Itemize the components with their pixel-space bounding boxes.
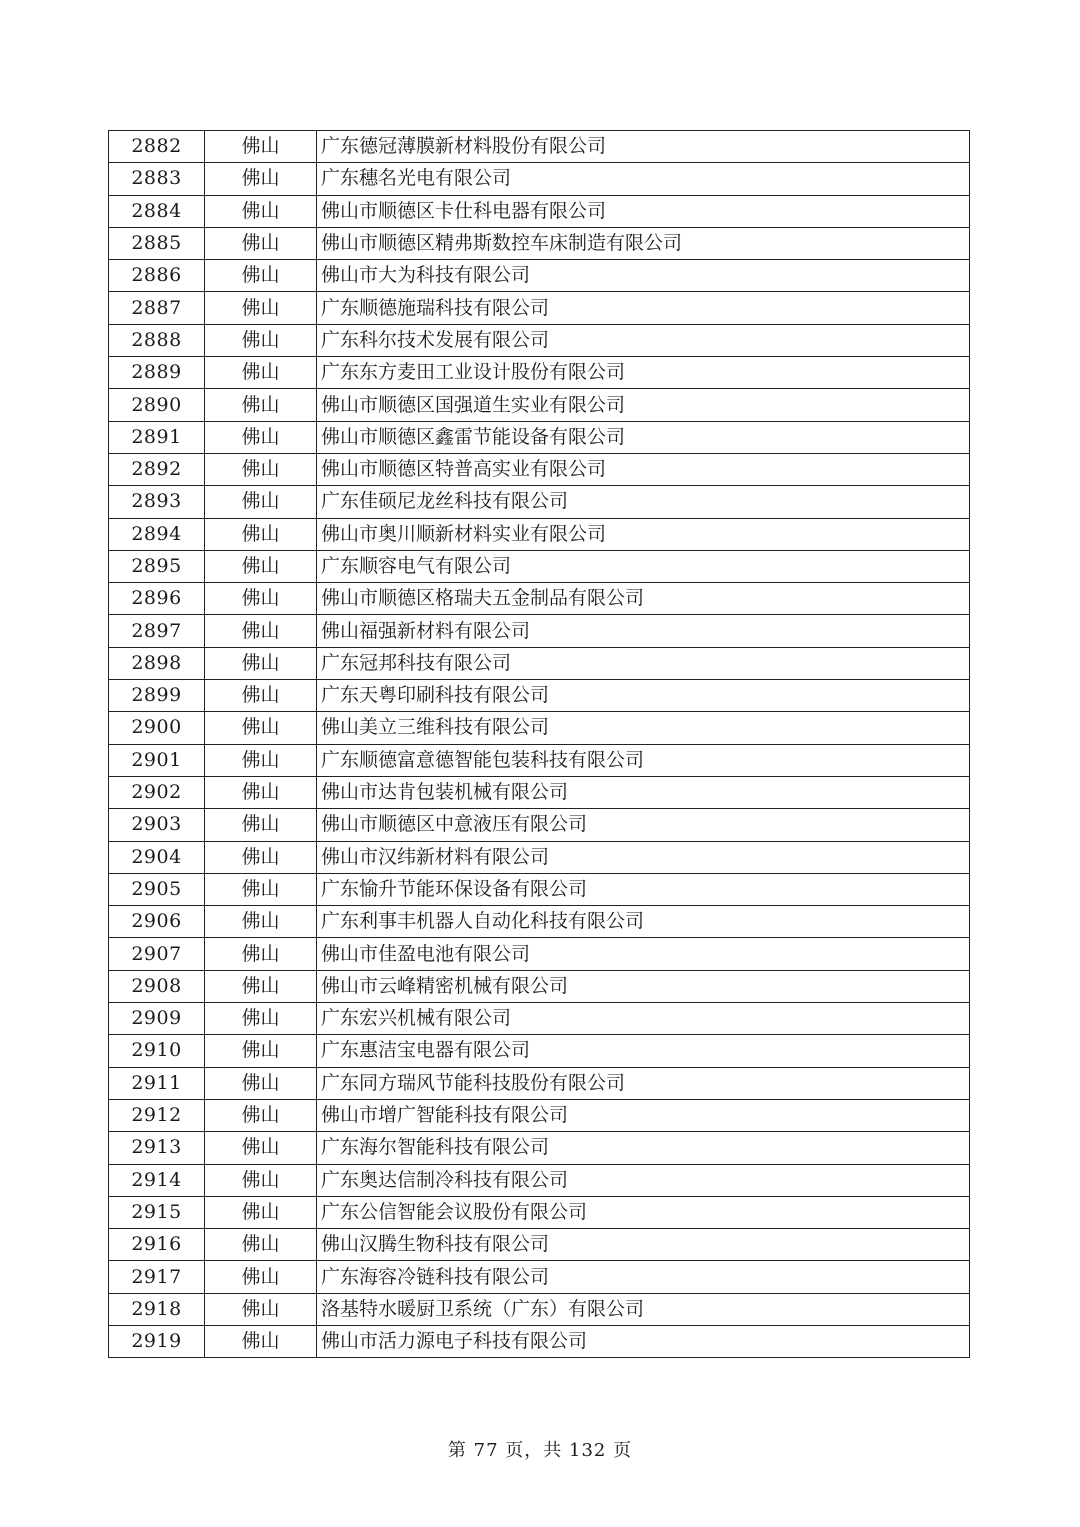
row-number: 2910 (109, 1035, 205, 1067)
row-city: 佛山 (205, 1035, 317, 1067)
row-city: 佛山 (205, 938, 317, 970)
row-company-name: 佛山市顺德区鑫雷节能设备有限公司 (317, 421, 970, 453)
row-number: 2888 (109, 324, 205, 356)
table-row (109, 1035, 970, 1067)
row-number: 2885 (109, 227, 205, 259)
row-city: 佛山 (205, 163, 317, 195)
row-number: 2911 (109, 1067, 205, 1099)
table-row (109, 1196, 970, 1228)
row-number: 2902 (109, 776, 205, 808)
row-company-name: 广东顺容电气有限公司 (317, 550, 970, 582)
row-company-name: 佛山市顺德区格瑞夫五金制品有限公司 (317, 583, 970, 615)
row-city: 佛山 (205, 1099, 317, 1131)
row-number: 2917 (109, 1261, 205, 1293)
table-row (109, 1067, 970, 1099)
row-number: 2908 (109, 970, 205, 1002)
row-company-name: 广东冠邦科技有限公司 (317, 647, 970, 679)
table-row (109, 841, 970, 873)
row-number: 2896 (109, 583, 205, 615)
table-row (109, 389, 970, 421)
row-number: 2919 (109, 1325, 205, 1357)
row-city: 佛山 (205, 131, 317, 163)
row-number: 2912 (109, 1099, 205, 1131)
table-row (109, 550, 970, 582)
row-city: 佛山 (205, 1293, 317, 1325)
row-city: 佛山 (205, 486, 317, 518)
row-company-name: 佛山市顺德区中意液压有限公司 (317, 809, 970, 841)
row-company-name: 广东科尔技术发展有限公司 (317, 324, 970, 356)
table-row (109, 712, 970, 744)
row-number: 2913 (109, 1132, 205, 1164)
table-row (109, 486, 970, 518)
table-row (109, 131, 970, 163)
row-number: 2909 (109, 1003, 205, 1035)
row-city: 佛山 (205, 389, 317, 421)
row-company-name: 佛山市汉纬新材料有限公司 (317, 841, 970, 873)
row-company-name: 佛山市佳盈电池有限公司 (317, 938, 970, 970)
table-row (109, 260, 970, 292)
row-company-name: 广东顺德富意德智能包装科技有限公司 (317, 744, 970, 776)
row-number: 2907 (109, 938, 205, 970)
row-company-name: 广东愉升节能环保设备有限公司 (317, 873, 970, 905)
row-city: 佛山 (205, 518, 317, 550)
row-company-name: 洛基特水暖厨卫系统（广东）有限公司 (317, 1293, 970, 1325)
row-company-name: 佛山市增广智能科技有限公司 (317, 1099, 970, 1131)
row-company-name: 佛山汉腾生物科技有限公司 (317, 1229, 970, 1261)
row-city: 佛山 (205, 615, 317, 647)
row-city: 佛山 (205, 324, 317, 356)
row-company-name: 广东海尔智能科技有限公司 (317, 1132, 970, 1164)
table-row (109, 163, 970, 195)
table-row (109, 421, 970, 453)
table-row (109, 1132, 970, 1164)
row-city: 佛山 (205, 1067, 317, 1099)
row-number: 2914 (109, 1164, 205, 1196)
row-number: 2893 (109, 486, 205, 518)
row-city: 佛山 (205, 906, 317, 938)
row-company-name: 佛山市云峰精密机械有限公司 (317, 970, 970, 1002)
row-number: 2901 (109, 744, 205, 776)
row-city: 佛山 (205, 421, 317, 453)
row-number: 2882 (109, 131, 205, 163)
table-row (109, 1229, 970, 1261)
row-number: 2889 (109, 357, 205, 389)
row-company-name: 广东天粤印刷科技有限公司 (317, 680, 970, 712)
row-company-name: 广东海容冷链科技有限公司 (317, 1261, 970, 1293)
row-city: 佛山 (205, 1261, 317, 1293)
row-city: 佛山 (205, 680, 317, 712)
table-row (109, 1261, 970, 1293)
row-number: 2886 (109, 260, 205, 292)
row-number: 2883 (109, 163, 205, 195)
row-city: 佛山 (205, 453, 317, 485)
table-row (109, 938, 970, 970)
row-city: 佛山 (205, 227, 317, 259)
row-company-name: 佛山市大为科技有限公司 (317, 260, 970, 292)
company-list-table (108, 130, 970, 1358)
table-row (109, 324, 970, 356)
row-city: 佛山 (205, 1164, 317, 1196)
row-company-name: 广东佳硕尼龙丝科技有限公司 (317, 486, 970, 518)
row-city: 佛山 (205, 260, 317, 292)
table-row (109, 744, 970, 776)
row-company-name: 广东东方麦田工业设计股份有限公司 (317, 357, 970, 389)
row-number: 2895 (109, 550, 205, 582)
row-number: 2915 (109, 1196, 205, 1228)
row-company-name: 广东宏兴机械有限公司 (317, 1003, 970, 1035)
row-city: 佛山 (205, 776, 317, 808)
table-row (109, 357, 970, 389)
row-city: 佛山 (205, 744, 317, 776)
row-number: 2892 (109, 453, 205, 485)
row-city: 佛山 (205, 970, 317, 1002)
row-city: 佛山 (205, 712, 317, 744)
row-company-name: 广东惠洁宝电器有限公司 (317, 1035, 970, 1067)
table-row (109, 873, 970, 905)
row-company-name: 广东德冠薄膜新材料股份有限公司 (317, 131, 970, 163)
table-row (109, 1325, 970, 1357)
row-company-name: 佛山市顺德区卡仕科电器有限公司 (317, 195, 970, 227)
row-number: 2887 (109, 292, 205, 324)
row-company-name: 佛山市活力源电子科技有限公司 (317, 1325, 970, 1357)
row-number: 2900 (109, 712, 205, 744)
row-number: 2906 (109, 906, 205, 938)
table-row (109, 970, 970, 1002)
page-footer: 第 77 页，共 132 页 (447, 1440, 633, 1461)
row-number: 2905 (109, 873, 205, 905)
table-row (109, 680, 970, 712)
table-row (109, 453, 970, 485)
row-company-name: 广东公信智能会议股份有限公司 (317, 1196, 970, 1228)
row-city: 佛山 (205, 1325, 317, 1357)
table-row (109, 1293, 970, 1325)
table-body (109, 131, 970, 1358)
row-city: 佛山 (205, 195, 317, 227)
row-number: 2894 (109, 518, 205, 550)
row-company-name: 佛山市顺德区特普高实业有限公司 (317, 453, 970, 485)
table-row (109, 292, 970, 324)
row-company-name: 广东利事丰机器人自动化科技有限公司 (317, 906, 970, 938)
row-city: 佛山 (205, 1003, 317, 1035)
row-city: 佛山 (205, 292, 317, 324)
row-company-name: 佛山福强新材料有限公司 (317, 615, 970, 647)
row-number: 2897 (109, 615, 205, 647)
row-company-name: 佛山市达肯包装机械有限公司 (317, 776, 970, 808)
table-row (109, 518, 970, 550)
row-number: 2918 (109, 1293, 205, 1325)
row-city: 佛山 (205, 1132, 317, 1164)
row-number: 2891 (109, 421, 205, 453)
row-city: 佛山 (205, 550, 317, 582)
table-row (109, 1164, 970, 1196)
row-city: 佛山 (205, 647, 317, 679)
table-row (109, 1003, 970, 1035)
table-row (109, 615, 970, 647)
row-company-name: 佛山市顺德区精弗斯数控车床制造有限公司 (317, 227, 970, 259)
row-city: 佛山 (205, 809, 317, 841)
table-row (109, 227, 970, 259)
row-company-name: 佛山美立三维科技有限公司 (317, 712, 970, 744)
row-city: 佛山 (205, 1196, 317, 1228)
row-company-name: 广东穗名光电有限公司 (317, 163, 970, 195)
row-company-name: 佛山市奥川顺新材料实业有限公司 (317, 518, 970, 550)
table-row (109, 647, 970, 679)
row-city: 佛山 (205, 1229, 317, 1261)
table-row (109, 906, 970, 938)
row-number: 2898 (109, 647, 205, 679)
row-city: 佛山 (205, 873, 317, 905)
row-number: 2890 (109, 389, 205, 421)
row-city: 佛山 (205, 583, 317, 615)
row-city: 佛山 (205, 357, 317, 389)
row-city: 佛山 (205, 841, 317, 873)
table-row (109, 583, 970, 615)
row-number: 2904 (109, 841, 205, 873)
table-row (109, 195, 970, 227)
row-company-name: 广东同方瑞风节能科技股份有限公司 (317, 1067, 970, 1099)
row-number: 2884 (109, 195, 205, 227)
row-company-name: 广东顺德施瑞科技有限公司 (317, 292, 970, 324)
row-number: 2916 (109, 1229, 205, 1261)
row-company-name: 佛山市顺德区国强道生实业有限公司 (317, 389, 970, 421)
table-row (109, 809, 970, 841)
row-number: 2903 (109, 809, 205, 841)
row-number: 2899 (109, 680, 205, 712)
table-row (109, 776, 970, 808)
row-company-name: 广东奥达信制冷科技有限公司 (317, 1164, 970, 1196)
table-row (109, 1099, 970, 1131)
